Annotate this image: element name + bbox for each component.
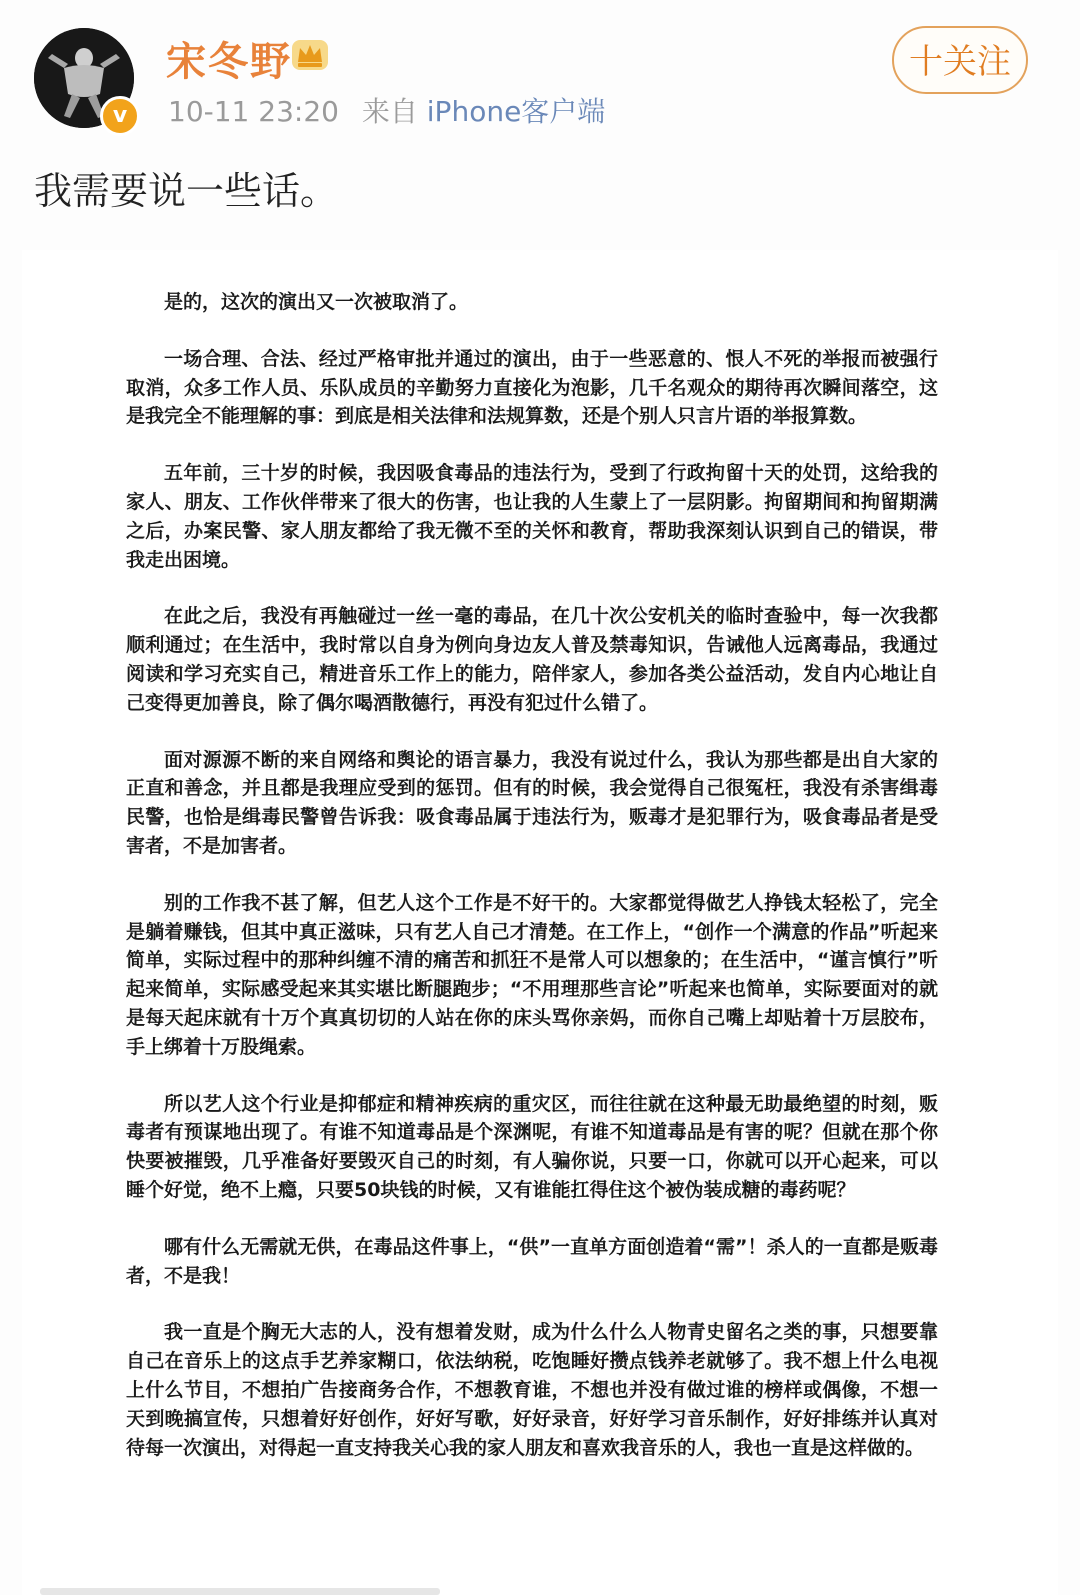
verified-badge-icon: v [100, 96, 140, 136]
post-source-prefix: 来自 [361, 95, 418, 128]
statement-paragraph-2: 一场合理、合法、经过严格审批并通过的演出，由于一些恶意的、恨人不死的举报而被强行取消，众多工作人员、乐队成员的辛勤努力直接化为泡影，几千名观众的期待再次瞬间落空，这是我完全不能理解的事：到底是相关法律和法规算数，还是个别人只言片语的举报算数。 [126, 347, 938, 428]
statement-paragraph-1: 是的，这次的演出又一次被取消了。 [164, 291, 469, 313]
post-meta [168, 90, 605, 130]
post-timestamp: 10-11 23:20 [168, 95, 339, 128]
statement-paragraph-5: 面对源源不断的来自网络和舆论的语言暴力，我没有说过什么，我认为那些都是出自大家的正直和善念，并且都是我理应受到的惩罚。但有的时候，我会觉得自己很冤枉，我没有杀害缉毒民警，也恰是缉毒民警曾告诉我：吸食毒品属于违法行为，贩毒才是犯罪行为，吸食毒品者是受害者，不是加害者。 [126, 748, 938, 857]
statement-paragraph-7: 所以艺人这个行业是抑郁症和精神疾病的重灾区，而往往就在这种最无助最绝望的时刻，贩毒者有预谋地出现了。有谁不知道毒品是个深渊呢，有谁不知道毒品是有害的呢？但就在那个你快要被摧毁，几乎准备好要毁灭自己的时刻，有人骗你说，只要一口，你就可以开心起来，可以睡个好觉，绝不上瘾，只要50块钱的时候，又有谁能扛得住这个被伪装成糖的毒药呢？ [126, 1092, 938, 1201]
statement-paragraph-4: 在此之后，我没有再触碰过一丝一毫的毒品，在几十次公安机关的临时查验中，每一次我都顺利通过；在生活中，我时常以自身为例向身边友人普及禁毒知识，告诫他人远离毒品，我通过阅读和学习充实自己，精进音乐工作上的能力，陪伴家人，参加各类公益活动，发自内心地让自己变得更加善良，除了偶尔喝酒散德行，再没有犯过什么错了。 [126, 605, 938, 714]
statement-paragraph-6: 别的工作我不甚了解，但艺人这个工作是不好干的。大家都觉得做艺人挣钱太轻松了，完全是躺着赚钱，但其中真正滋味，只有艺人自己才清楚。在工作上，“创作一个满意的作品”听起来简单，实际过程中的那种纠缠不清的痛苦和抓狂不是常人可以想象的；在生活中，“谨言慎行”听起来简单，实际感受起来其实堪比断腿跑步；“不用理那些言论”听起来也简单，实际要面对的就是每天起床就有十万个真真切切的人站在你的床头骂你亲妈，而你自己嘴上却贴着十万层胶布，手上绑着十万股绳索。 [126, 891, 938, 1058]
post-text: 我需要说一些话。 [34, 169, 339, 213]
username[interactable]: 宋冬野 [166, 39, 292, 85]
statement-paragraph-9: 我一直是个胸无大志的人，没有想着发财，成为什么什么人物青史留名之类的事，只想要靠自己在音乐上的这点手艺养家糊口，依法纳税，吃饱睡好攒点钱养老就够了。我不想上什么电视上什么节目，不想拍广告接商务合作，不想教育谁，不想也并没有做过谁的榜样或偶像，不想一天到晚搞宣传，只想着好好创作，好好写歌，好好录音，好好学习音乐制作，好好排练并认真对待每一次演出，对得起一直支持我关心我的家人朋友和喜欢我音乐的人，我也一直是这样做的。 [126, 1321, 938, 1459]
statement-body [126, 288, 938, 1490]
statement-image[interactable] [22, 250, 1058, 1595]
crown-icon [290, 36, 330, 74]
bottom-scroll-indicator [40, 1588, 440, 1595]
statement-paragraph-3: 五年前，三十岁的时候，我因吸食毒品的违法行为，受到了行政拘留十天的处罚，这给我的家人、朋友、工作伙伴带来了很大的伤害，也让我的人生蒙上了一层阴影。拘留期间和拘留期满之后，办案民警、家人朋友都给了我无微不至的关怀和教育，帮助我深刻认识到自己的错误，带我走出困境。 [126, 462, 938, 571]
statement-paragraph-8: 哪有什么无需就无供，在毒品这件事上，“供”一直单方面创造着“需”！杀人的一直都是贩毒者，不是我！ [126, 1235, 938, 1287]
post-source-link[interactable]: iPhone客户端 [426, 95, 606, 128]
follow-button[interactable]: 十关注 [892, 26, 1028, 94]
